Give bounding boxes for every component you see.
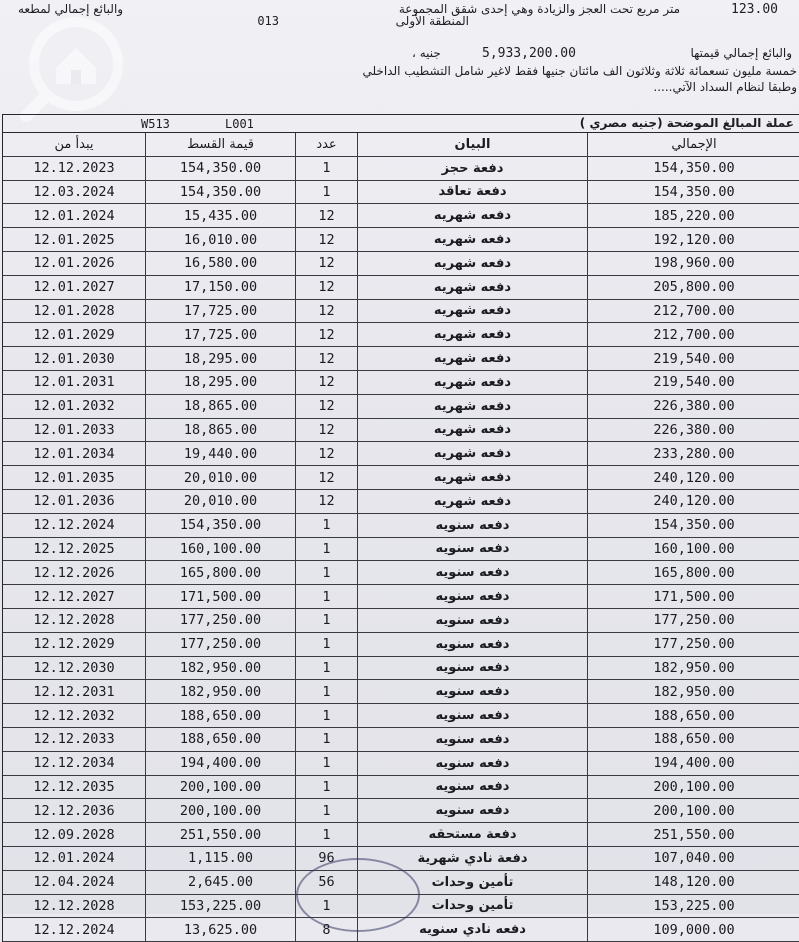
cell-count: 12 — [296, 252, 358, 275]
table-row — [3, 776, 799, 800]
cell-description: دفعه سنويه — [358, 657, 588, 680]
table-row — [3, 181, 799, 205]
home-search-watermark-icon — [18, 12, 128, 122]
cell-date: 12.01.2032 — [3, 395, 146, 418]
total-price-label: والبائع إجمالي قيمتها — [690, 46, 792, 60]
cell-amount: 17,725.00 — [146, 300, 296, 323]
table-row — [3, 347, 799, 371]
table-row — [3, 538, 799, 562]
cell-total: 233,280.00 — [653, 445, 735, 462]
table-row — [3, 395, 799, 419]
cell-total: 109,000.00 — [653, 921, 735, 938]
cell-description: دفعه سنويه — [358, 585, 588, 608]
cell-total: 154,350.00 — [653, 183, 735, 200]
cell-amount: 19,440.00 — [146, 442, 296, 465]
cell-amount: 251,550.00 — [146, 823, 296, 846]
table-row — [3, 799, 799, 823]
cell-date: 12.12.2031 — [3, 680, 146, 703]
cell-amount: 171,500.00 — [146, 585, 296, 608]
table-row — [3, 847, 799, 871]
col-header-total: الإجمالي — [671, 136, 717, 152]
cell-count: 1 — [296, 157, 358, 180]
cell-date: 12.01.2034 — [3, 442, 146, 465]
cell-total: 212,700.00 — [653, 326, 735, 343]
cell-description: دفعه سنويه — [358, 609, 588, 632]
cell-amount: 16,010.00 — [146, 228, 296, 251]
cell-amount: 18,295.00 — [146, 347, 296, 370]
cell-count: 1 — [296, 538, 358, 561]
cell-count: 1 — [296, 561, 358, 584]
cell-total: 177,250.00 — [653, 612, 735, 629]
cell-description: دفعه شهريه — [358, 300, 588, 323]
zone-code: 013 — [257, 14, 279, 28]
official-stamp — [296, 858, 420, 932]
cell-count: 1 — [296, 609, 358, 632]
cell-total: 153,225.00 — [653, 897, 735, 914]
cell-date: 12.12.2030 — [3, 657, 146, 680]
cell-amount: 182,950.00 — [146, 680, 296, 703]
cell-total: 154,350.00 — [653, 160, 735, 177]
cell-count: 12 — [296, 204, 358, 227]
cell-count: 12 — [296, 323, 358, 346]
cell-description: دفعه شهريه — [358, 228, 588, 251]
cell-amount: 182,950.00 — [146, 657, 296, 680]
cell-description: دفعه سنويه — [358, 633, 588, 656]
cell-amount: 200,100.00 — [146, 776, 296, 799]
col-header-amount: قيمة القسط — [146, 133, 296, 156]
cell-description: دفعه شهريه — [358, 204, 588, 227]
cell-date: 12.01.2033 — [3, 419, 146, 442]
cell-description: تأمين وحدات — [358, 895, 588, 918]
cell-date: 12.01.2029 — [3, 323, 146, 346]
cell-amount: 16,580.00 — [146, 252, 296, 275]
payment-schedule-table — [2, 114, 799, 942]
table-row — [3, 680, 799, 704]
table-row — [3, 918, 799, 942]
cell-amount: 20,010.00 — [146, 466, 296, 489]
table-row — [3, 157, 799, 181]
cell-total: 198,960.00 — [653, 255, 735, 272]
col-header-description: البيان — [358, 133, 588, 156]
cell-amount: 20,010.00 — [146, 490, 296, 513]
cell-count: 1 — [296, 680, 358, 703]
table-row — [3, 752, 799, 776]
cell-count: 12 — [296, 419, 358, 442]
table-row — [3, 300, 799, 324]
cell-total: 160,100.00 — [653, 540, 735, 557]
cell-amount: 154,350.00 — [146, 514, 296, 537]
col-header-date: يبدأ من — [3, 133, 146, 156]
table-row — [3, 276, 799, 300]
cell-count: 1 — [296, 704, 358, 727]
cell-amount: 17,150.00 — [146, 276, 296, 299]
cell-total: 182,950.00 — [653, 659, 735, 676]
cell-count: 1 — [296, 728, 358, 751]
table-row — [3, 371, 799, 395]
cell-amount: 15,435.00 — [146, 204, 296, 227]
cell-date: 12.12.2029 — [3, 633, 146, 656]
cell-total: 226,380.00 — [653, 398, 735, 415]
cell-amount: 154,350.00 — [146, 181, 296, 204]
cell-total: 251,550.00 — [653, 826, 735, 843]
cell-description: دفعة حجز — [358, 157, 588, 180]
cell-date: 12.12.2027 — [3, 585, 146, 608]
cell-description: دفعه شهريه — [358, 276, 588, 299]
table-row — [3, 609, 799, 633]
cell-description: دفعه سنويه — [358, 776, 588, 799]
cell-amount: 165,800.00 — [146, 561, 296, 584]
cell-description: تأمين وحدات — [358, 871, 588, 894]
cell-description: دفعه سنويه — [358, 680, 588, 703]
cell-amount: 18,295.00 — [146, 371, 296, 394]
cell-date: 12.03.2024 — [3, 181, 146, 204]
cell-amount: 18,865.00 — [146, 419, 296, 442]
currency-caption: عملة المبالغ الموضحة (جنيه مصري ) — [579, 116, 794, 130]
table-row — [3, 442, 799, 466]
cell-total: 107,040.00 — [653, 850, 735, 867]
cell-count: 12 — [296, 466, 358, 489]
cell-count: 56 — [296, 871, 358, 894]
table-row — [3, 657, 799, 681]
cell-total: 200,100.00 — [653, 778, 735, 795]
cell-date: 12.12.2034 — [3, 752, 146, 775]
table-row — [3, 561, 799, 585]
cell-description: دفعه شهريه — [358, 442, 588, 465]
cell-description: دفعه شهريه — [358, 252, 588, 275]
cell-date: 12.01.2024 — [3, 847, 146, 870]
table-body — [3, 157, 799, 942]
cell-total: 177,250.00 — [653, 636, 735, 653]
cell-amount: 188,650.00 — [146, 728, 296, 751]
cell-amount: 177,250.00 — [146, 609, 296, 632]
cell-count: 12 — [296, 442, 358, 465]
cell-date: 12.12.2033 — [3, 728, 146, 751]
table-caption — [3, 115, 799, 133]
cell-total: 171,500.00 — [653, 588, 735, 605]
table-row — [3, 490, 799, 514]
cell-total: 188,650.00 — [653, 731, 735, 748]
table-row — [3, 419, 799, 443]
cell-description: دفعه شهريه — [358, 371, 588, 394]
cell-date: 12.01.2024 — [3, 204, 146, 227]
cell-count: 12 — [296, 347, 358, 370]
table-row — [3, 704, 799, 728]
total-price-amount: 5,933,200.00 — [482, 46, 576, 61]
cell-description: دفعه سنويه — [358, 514, 588, 537]
area-number: 123.00 — [731, 2, 778, 17]
table-row — [3, 466, 799, 490]
cell-count: 1 — [296, 181, 358, 204]
cell-total: 165,800.00 — [653, 564, 735, 581]
total-price-currency: جنيه ، — [412, 46, 441, 60]
cell-count: 12 — [296, 395, 358, 418]
cell-date: 12.12.2032 — [3, 704, 146, 727]
table-row — [3, 585, 799, 609]
cell-total: 240,120.00 — [653, 493, 735, 510]
cell-description: دفعه نادي سنويه — [358, 918, 588, 941]
cell-amount: 2,645.00 — [146, 871, 296, 894]
cell-amount: 194,400.00 — [146, 752, 296, 775]
cell-total: 154,350.00 — [653, 517, 735, 534]
table-row — [3, 514, 799, 538]
cell-description: دفعه شهريه — [358, 466, 588, 489]
cell-amount: 17,725.00 — [146, 323, 296, 346]
cell-count: 1 — [296, 585, 358, 608]
cell-description: دفعه شهريه — [358, 395, 588, 418]
cell-amount: 188,650.00 — [146, 704, 296, 727]
table-row — [3, 228, 799, 252]
cell-date: 12.12.2025 — [3, 538, 146, 561]
cell-description: دفعه شهريه — [358, 347, 588, 370]
table-row — [3, 252, 799, 276]
cell-count: 1 — [296, 657, 358, 680]
cell-description: دفعه سنويه — [358, 799, 588, 822]
cell-description: دفعه سنويه — [358, 704, 588, 727]
cell-description: دفعة تعاقد — [358, 181, 588, 204]
cell-amount: 1,115.00 — [146, 847, 296, 870]
cell-description: دفعه شهريه — [358, 419, 588, 442]
cell-count: 1 — [296, 514, 358, 537]
cell-count: 1 — [296, 895, 358, 918]
cell-date: 12.01.2027 — [3, 276, 146, 299]
cell-total: 194,400.00 — [653, 755, 735, 772]
cell-description: دفعة نادي شهرية — [358, 847, 588, 870]
cell-date: 12.12.2035 — [3, 776, 146, 799]
cell-count: 12 — [296, 276, 358, 299]
cell-amount: 177,250.00 — [146, 633, 296, 656]
cell-total: 200,100.00 — [653, 802, 735, 819]
cell-date: 12.12.2023 — [3, 157, 146, 180]
cell-amount: 160,100.00 — [146, 538, 296, 561]
header-fragment: والبائع إجمالي لمطعه — [18, 2, 124, 16]
cell-amount: 200,100.00 — [146, 799, 296, 822]
cell-total: 219,540.00 — [653, 350, 735, 367]
cell-date: 12.12.2024 — [3, 514, 146, 537]
area-text: متر مربع تحت العجز والزيادة وهي إحدى شقق المجموعة — [398, 2, 680, 16]
cell-total: 188,650.00 — [653, 707, 735, 724]
col-header-count: عدد — [296, 133, 358, 156]
cell-count: 1 — [296, 823, 358, 846]
table-row — [3, 728, 799, 752]
unit-code-2: L001 — [225, 117, 254, 131]
table-row — [3, 633, 799, 657]
cell-count: 1 — [296, 633, 358, 656]
cell-count: 12 — [296, 371, 358, 394]
cell-count: 1 — [296, 799, 358, 822]
table-row — [3, 323, 799, 347]
cell-count: 96 — [296, 847, 358, 870]
cell-description: دفعه شهريه — [358, 490, 588, 513]
table-row — [3, 204, 799, 228]
unit-code-1: W513 — [141, 117, 170, 131]
cell-date: 12.01.2028 — [3, 300, 146, 323]
table-row — [3, 823, 799, 847]
cell-description: دفعه سنويه — [358, 561, 588, 584]
cell-amount: 18,865.00 — [146, 395, 296, 418]
cell-total: 226,380.00 — [653, 421, 735, 438]
cell-total: 148,120.00 — [653, 874, 735, 891]
cell-date: 12.12.2024 — [3, 918, 146, 941]
cell-total: 192,120.00 — [653, 231, 735, 248]
cell-description: دفعه سنويه — [358, 538, 588, 561]
cell-date: 12.12.2036 — [3, 799, 146, 822]
cell-date: 12.01.2036 — [3, 490, 146, 513]
cell-amount: 154,350.00 — [146, 157, 296, 180]
cell-date: 12.12.2028 — [3, 895, 146, 918]
cell-total: 219,540.00 — [653, 374, 735, 391]
cell-count: 1 — [296, 752, 358, 775]
cell-description: دفعة مستحقه — [358, 823, 588, 846]
cell-date: 12.01.2030 — [3, 347, 146, 370]
zone-text: المنطقة الأولى — [395, 14, 469, 28]
cell-description: دفعه سنويه — [358, 728, 588, 751]
cell-count: 12 — [296, 490, 358, 513]
cell-date: 12.12.2026 — [3, 561, 146, 584]
cell-date: 12.09.2028 — [3, 823, 146, 846]
cell-date: 12.01.2025 — [3, 228, 146, 251]
cell-total: 185,220.00 — [653, 207, 735, 224]
table-header-row — [3, 133, 799, 157]
cell-total: 205,800.00 — [653, 279, 735, 296]
cell-amount: 13,625.00 — [146, 918, 296, 941]
cell-count: 8 — [296, 918, 358, 941]
cell-date: 12.12.2028 — [3, 609, 146, 632]
cell-date: 12.01.2031 — [3, 371, 146, 394]
cell-date: 12.04.2024 — [3, 871, 146, 894]
cell-description: دفعه شهريه — [358, 323, 588, 346]
cell-total: 182,950.00 — [653, 683, 735, 700]
cell-total: 240,120.00 — [653, 469, 735, 486]
cell-total: 212,700.00 — [653, 302, 735, 319]
cell-count: 12 — [296, 228, 358, 251]
amount-in-words: خمسة مليون تسعمائة ثلاثة وثلاثون الف مائتان جنيها فقط لاغير شامل التشطيب الداخلي — [362, 64, 797, 78]
payment-system-intro: وطبقا لنظام السداد الآتي..... — [653, 80, 797, 94]
cell-amount: 153,225.00 — [146, 895, 296, 918]
cell-date: 12.01.2035 — [3, 466, 146, 489]
cell-description: دفعه سنويه — [358, 752, 588, 775]
cell-date: 12.01.2026 — [3, 252, 146, 275]
cell-count: 1 — [296, 776, 358, 799]
cell-count: 12 — [296, 300, 358, 323]
